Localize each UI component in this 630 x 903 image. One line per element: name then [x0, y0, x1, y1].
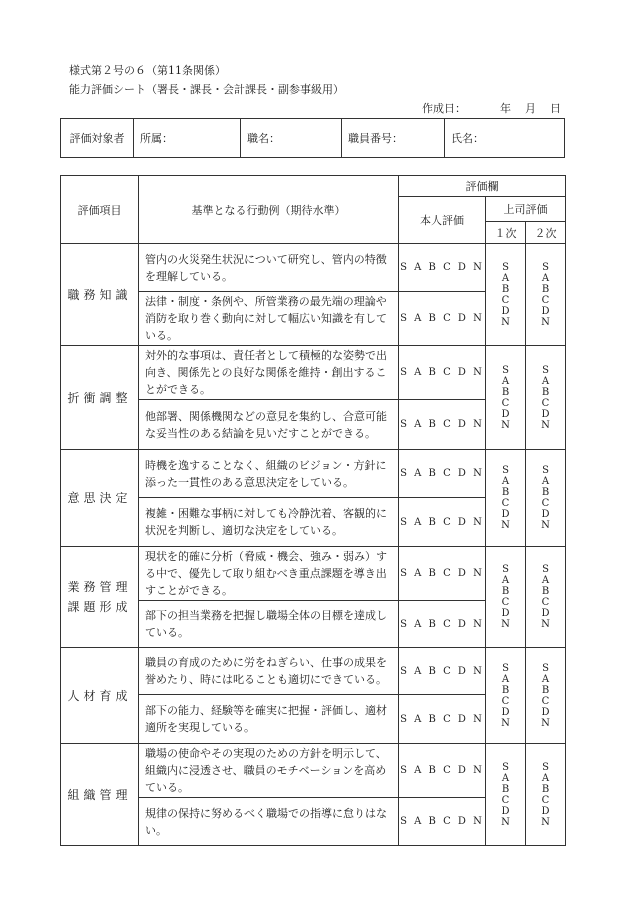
- grade-letter: N: [541, 619, 550, 630]
- behavior-example: 職員の育成のために労をねぎらい、仕事の成果を誉めたり、時には叱ることも適切にできている。: [139, 648, 399, 695]
- category-name: [61, 648, 139, 744]
- table-row: [61, 346, 566, 400]
- grade-letter: B: [541, 283, 550, 295]
- grade-letter: B: [541, 386, 550, 398]
- grade-letter: D: [541, 608, 550, 619]
- affiliation-field[interactable]: 所属：: [134, 119, 241, 158]
- grade-letter: C: [541, 695, 550, 707]
- first-evaluation-grades[interactable]: [486, 744, 526, 846]
- grade-letter: B: [501, 783, 510, 795]
- grade-letter: N: [501, 520, 510, 531]
- category-name: [61, 244, 139, 346]
- self-evaluation-grades[interactable]: S A B C D N: [399, 601, 486, 648]
- self-evaluation-grades[interactable]: S A B C D N: [399, 648, 486, 695]
- year-label: 年: [500, 102, 511, 115]
- sheet-title: 能力評価シート（署長・課長・会計課長・副参事級用）: [69, 83, 344, 96]
- grade-letter: D: [501, 805, 510, 817]
- grade-letter: B: [501, 586, 510, 597]
- grade-letter: D: [501, 509, 510, 520]
- grade-letter: D: [541, 305, 550, 317]
- grade-letter: N: [541, 419, 550, 431]
- name-field[interactable]: 氏名：: [445, 119, 565, 158]
- grade-letter: A: [541, 772, 550, 784]
- behavior-example: 規律の保持に努めるべく職場での指導に怠りはない。: [139, 798, 399, 846]
- grade-letter: C: [541, 294, 550, 306]
- grade-letter: B: [541, 783, 550, 795]
- grade-letter: A: [541, 375, 550, 387]
- self-evaluation-grades[interactable]: S A B C D N: [399, 695, 486, 744]
- grade-letter: A: [541, 673, 550, 685]
- col-first-evaluation: １次: [486, 222, 526, 244]
- second-evaluation-grades[interactable]: [526, 450, 566, 547]
- behavior-example: 現状を的確に分析（脅威・機会、強み・弱み）する中で、優先して取り組むべき重点課題を導き出すことができる。: [139, 547, 399, 601]
- col-self-evaluation: 本人評価: [399, 197, 486, 244]
- second-evaluation-grades[interactable]: [526, 648, 566, 744]
- behavior-example: 複雑・困難な事柄に対しても冷静沈着、客観的に状況を判断し、適切な決定をしている。: [139, 498, 399, 547]
- grade-letter: B: [541, 586, 550, 597]
- first-evaluation-grades[interactable]: [486, 244, 526, 346]
- grade-letter: N: [501, 816, 510, 828]
- grade-letter: S: [502, 662, 509, 674]
- behavior-example: 部下の担当業務を把握し職場全体の目標を達成している。: [139, 601, 399, 648]
- grade-letter: C: [501, 498, 510, 509]
- table-row: [61, 648, 566, 695]
- grade-letter: D: [541, 805, 550, 817]
- evaluation-table: [60, 175, 566, 846]
- position-field[interactable]: 職名：: [241, 119, 342, 158]
- grade-letter: C: [541, 794, 550, 806]
- grade-letter: D: [541, 408, 550, 420]
- created-date: [422, 100, 561, 116]
- grade-letter: S: [542, 364, 549, 376]
- day-label: 日: [550, 102, 561, 115]
- grade-letter: N: [541, 316, 550, 328]
- grade-letter: S: [502, 465, 509, 476]
- grade-letter: C: [501, 794, 510, 806]
- grade-letter: C: [501, 597, 510, 608]
- category-name: [61, 450, 139, 547]
- grade-letter: S: [502, 564, 509, 575]
- category-name: [61, 547, 139, 648]
- category-name-line: 折衝調整: [67, 390, 132, 405]
- grade-letter: D: [501, 305, 510, 317]
- first-evaluation-grades[interactable]: [486, 547, 526, 648]
- grade-letter: N: [501, 619, 510, 630]
- behavior-example: 法律・制度・条例や、所管業務の最先端の理論や消防を取り巻く動向に対して幅広い知識を有している。: [139, 292, 399, 346]
- month-label: 月: [525, 102, 536, 115]
- second-evaluation-grades[interactable]: [526, 346, 566, 450]
- self-evaluation-grades[interactable]: S A B C D N: [399, 244, 486, 292]
- behavior-example: 部下の能力、経験等を確実に把握・評価し、適材適所を実現している。: [139, 695, 399, 744]
- grade-letter: A: [501, 476, 510, 487]
- grade-letter: N: [501, 419, 510, 431]
- table-row: [61, 744, 566, 798]
- self-evaluation-grades[interactable]: S A B C D N: [399, 498, 486, 547]
- behavior-example: 他部署、関係機関などの意見を集約し、合意可能な妥当性のある結論を見いだすことができる。: [139, 400, 399, 450]
- self-evaluation-grades[interactable]: S A B C D N: [399, 798, 486, 846]
- grade-letter: A: [541, 272, 550, 284]
- second-evaluation-grades[interactable]: [526, 547, 566, 648]
- grade-letter: S: [542, 261, 549, 273]
- category-name-line: 意思決定: [67, 491, 132, 505]
- grade-letter: N: [541, 520, 550, 531]
- target-label: 評価対象者: [61, 119, 134, 158]
- grade-letter: N: [501, 316, 510, 328]
- grade-letter: B: [501, 386, 510, 398]
- category-name: [61, 744, 139, 846]
- grade-letter: D: [501, 706, 510, 718]
- grade-letter: S: [502, 761, 509, 773]
- grade-letter: C: [501, 397, 510, 409]
- grade-letter: S: [542, 761, 549, 773]
- behavior-example: 職場の使命やその実現のための方針を明示して、組織内に浸透させ、職員のモチベーションを高めている。: [139, 744, 399, 798]
- grade-letter: A: [501, 375, 510, 387]
- self-evaluation-grades[interactable]: S A B C D N: [399, 450, 486, 498]
- behavior-example: 時機を逸することなく、組織のビジョン・方針に添った一貫性のある意思決定をしている。: [139, 450, 399, 498]
- created-label: 作成日：: [422, 102, 466, 115]
- grade-letter: B: [501, 487, 510, 498]
- self-evaluation-grades[interactable]: S A B C D N: [399, 346, 486, 400]
- self-evaluation-grades[interactable]: S A B C D N: [399, 547, 486, 601]
- table-row: [61, 244, 566, 292]
- col-criteria: 基準となる行動例（期待水準）: [139, 176, 399, 244]
- table-row: [61, 450, 566, 498]
- first-evaluation-grades[interactable]: [486, 450, 526, 547]
- grade-letter: B: [501, 283, 510, 295]
- category-name: [61, 346, 139, 450]
- grade-letter: D: [541, 706, 550, 718]
- grade-letter: S: [542, 465, 549, 476]
- behavior-example: 対外的な事項は、責任者として積極的な姿勢で出向き、関係先との良好な関係を維持・創出することができる。: [139, 346, 399, 400]
- grade-letter: C: [541, 397, 550, 409]
- grade-letter: A: [541, 575, 550, 586]
- category-name-line: 人材育成: [67, 688, 132, 703]
- grade-letter: A: [501, 272, 510, 284]
- grade-letter: A: [541, 476, 550, 487]
- grade-letter: S: [542, 564, 549, 575]
- grade-letter: S: [502, 364, 509, 376]
- self-evaluation-grades[interactable]: S A B C D N: [399, 292, 486, 346]
- grade-letter: S: [542, 662, 549, 674]
- col-boss-evaluation: 上司評価: [486, 197, 566, 222]
- grade-letter: N: [541, 816, 550, 828]
- table-row: [61, 547, 566, 601]
- behavior-example: 管内の火災発生状況について研究し、管内の特徴を理解している。: [139, 244, 399, 292]
- first-evaluation-grades[interactable]: [486, 648, 526, 744]
- second-evaluation-grades[interactable]: [526, 244, 566, 346]
- grade-letter: N: [541, 717, 550, 729]
- col-evaluation-column: 評価欄: [399, 176, 566, 197]
- form-number: 様式第２号の６（第11条関係）: [69, 64, 226, 77]
- grade-letter: D: [501, 608, 510, 619]
- grade-letter: S: [502, 261, 509, 273]
- col-evaluation-item: 評価項目: [61, 176, 139, 244]
- grade-letter: A: [501, 575, 510, 586]
- grade-letter: N: [501, 717, 510, 729]
- grade-letter: D: [501, 408, 510, 420]
- col-second-evaluation: ２次: [526, 222, 566, 244]
- grade-letter: B: [501, 684, 510, 696]
- second-evaluation-grades[interactable]: [526, 744, 566, 846]
- self-evaluation-grades[interactable]: S A B C D N: [399, 400, 486, 450]
- grade-letter: A: [501, 673, 510, 685]
- category-name-line: 課題形成: [67, 600, 132, 614]
- first-evaluation-grades[interactable]: [486, 346, 526, 450]
- category-name-line: 組織管理: [67, 787, 132, 802]
- category-name-line: 業務管理: [67, 580, 132, 594]
- grade-letter: C: [501, 294, 510, 306]
- grade-letter: C: [541, 597, 550, 608]
- grade-letter: C: [501, 695, 510, 707]
- grade-letter: A: [501, 772, 510, 784]
- evaluatee-info-table: [60, 118, 565, 158]
- grade-letter: B: [541, 487, 550, 498]
- category-name-line: 職務知識: [67, 287, 132, 302]
- self-evaluation-grades[interactable]: S A B C D N: [399, 744, 486, 798]
- grade-letter: C: [541, 498, 550, 509]
- grade-letter: B: [541, 684, 550, 696]
- grade-letter: D: [541, 509, 550, 520]
- employee-number-field[interactable]: 職員番号：: [342, 119, 445, 158]
